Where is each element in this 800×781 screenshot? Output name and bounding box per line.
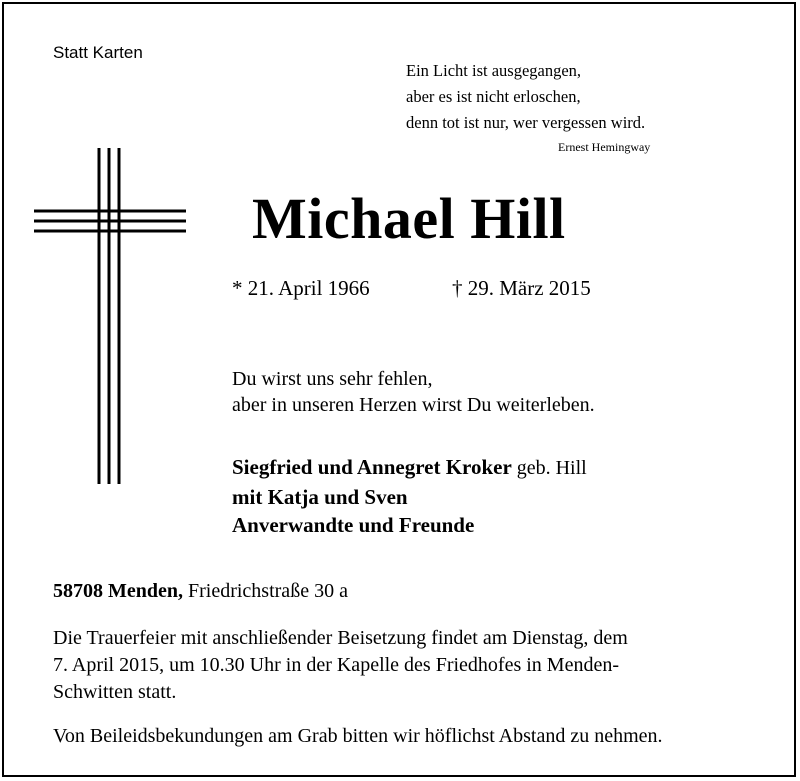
quote-author: Ernest Hemingway bbox=[558, 140, 651, 154]
address bbox=[53, 580, 348, 603]
mourner-names: Siegfried und Annegret Kroker bbox=[232, 455, 512, 479]
header-label: Statt Karten bbox=[53, 43, 143, 62]
mourner-line: mit Katja und Sven bbox=[232, 485, 408, 509]
address-city: 58708 Menden, bbox=[53, 580, 183, 602]
verse-line: Du wirst uns sehr fehlen, bbox=[232, 368, 433, 390]
mourner-line: Anverwandte und Freunde bbox=[232, 513, 475, 537]
funeral-line: Die Trauerfeier mit anschließender Beisetzung findet am Dienstag, dem bbox=[53, 627, 628, 649]
condolence-notice: Von Beileidsbekundungen am Grab bitten wir höflichst Abstand zu nehmen. bbox=[53, 725, 663, 747]
birth-date: * 21. April 1966 bbox=[232, 276, 370, 300]
funeral-line: 7. April 2015, um 10.30 Uhr in der Kapelle des Friedhofes in Menden- bbox=[53, 654, 620, 676]
quote-line: aber es ist nicht erloschen, bbox=[406, 87, 581, 106]
maiden-name: geb. Hill bbox=[516, 457, 587, 479]
quote-line: denn tot ist nur, wer vergessen wird. bbox=[406, 113, 646, 132]
deceased-name: Michael Hill bbox=[252, 186, 566, 251]
quote-line: Ein Licht ist ausgegangen, bbox=[406, 61, 582, 80]
funeral-line: Schwitten statt. bbox=[53, 681, 177, 703]
verse-line: aber in unseren Herzen wirst Du weiterleben. bbox=[232, 394, 595, 416]
death-date: † 29. März 2015 bbox=[452, 276, 591, 300]
address-street: Friedrichstraße 30 a bbox=[188, 580, 348, 602]
mourner-line bbox=[232, 455, 587, 480]
cross-icon bbox=[34, 148, 186, 484]
